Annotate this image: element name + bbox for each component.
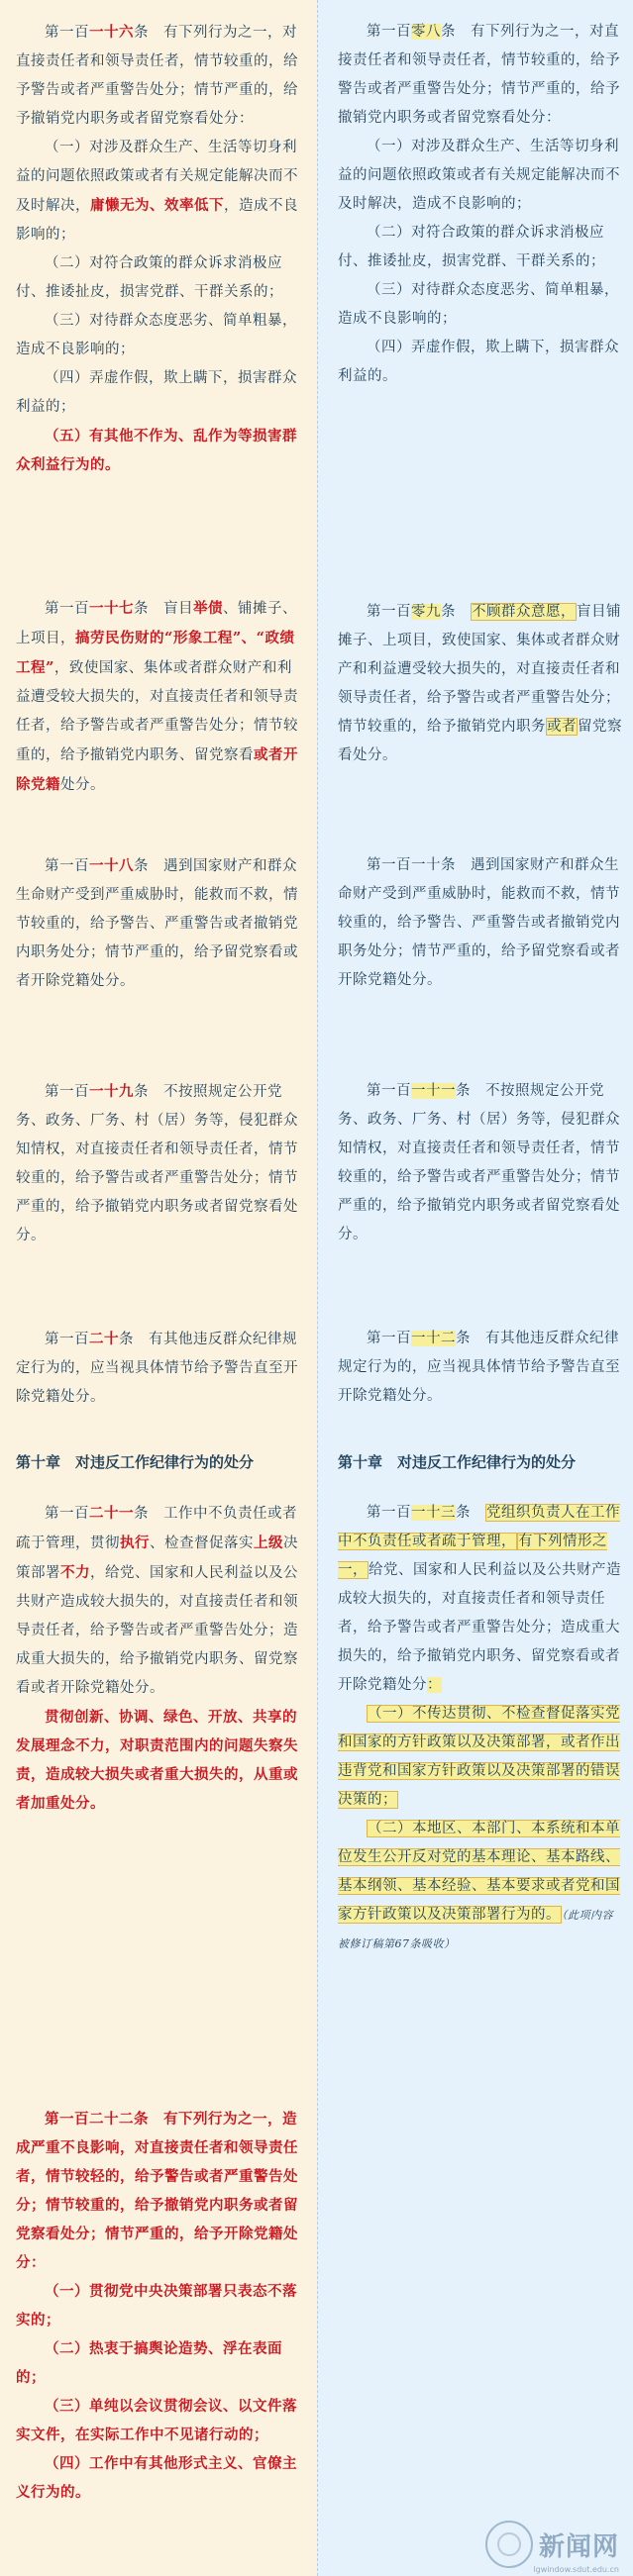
site-name: 新闻网 (538, 2531, 619, 2562)
article-116-item-5: （五）有其他不作为、乱作为等损害群众利益行为的。 (16, 428, 297, 473)
article-113-item-2: （二）本地区、本部门、本系统和本单位发生公开反对党的基本理论、基本路线、基本纲领、基本经验、基本要求或者党和国家方针政策以及决策部署行为的。（此项内容被修订稿第67条吸收） (338, 1821, 620, 1950)
revision-note: （此项内容被修订稿第67条吸收） (338, 1909, 613, 1950)
article-108-item-2: （二）对符合政策的群众诉求消极应付、推诿扯皮，损害党群、干群关系的； (338, 225, 605, 269)
article-110 (338, 851, 622, 995)
article-116-intro: 第一百一十六条 有下列行为之一，对直接责任者和领导责任者，情节较重的，给予警告或者严重警告处分；情节严重的，给予撤销党内职务或者留党察看处分： (16, 24, 298, 127)
site-url: lgwindow.sdut.edu.cn (533, 2565, 619, 2574)
article-118 (16, 851, 305, 996)
article-116-item-3: （三）对待群众态度恶劣、简单粗暴，造成不良影响的； (16, 313, 297, 357)
article-119 (16, 1077, 305, 1250)
article-120 (16, 1325, 305, 1412)
article-117 (16, 594, 305, 800)
article-122-item-4: （四）工作中有其他形式主义、官僚主义行为的。 (16, 2455, 297, 2501)
article-112 (338, 1325, 622, 1411)
article-122-item-1: （一）贯彻党中央决策部署只表态不落实的； (16, 2283, 297, 2328)
article-111-text: 第一百一十一条 不按照规定公开党务、政务、厂务、村（居）务等，侵犯群众知情权，对直接责任者和领导责任者，情节较重的，给予警告或者严重警告处分；情节严重的，给予撤销党内职务或者留党察看处分。 (338, 1083, 620, 1242)
article-122 (16, 2105, 305, 2507)
article-116-item-1: （一）对涉及群众生产、生活等切身利益的问题依照政策或者有关规定能解决而不及时解决，庸懒无为、效率低下，造成不良影响的； (16, 140, 298, 243)
article-109 (338, 598, 622, 770)
site-watermark (485, 2521, 619, 2568)
article-108-item-1: （一）对涉及群众生产、生活等切身利益的问题依照政策或者有关规定能解决而不及时解决，造成不良影响的； (338, 139, 620, 212)
article-116-item-2: （二）对符合政策的群众诉求消极应付、推诿扯皮，损害党群、干群关系的； (16, 255, 283, 300)
article-109-text: 第一百零九条 不顾群众意愿，盲目铺摊子、上项目，致使国家、集体或者群众财产和利益遭受较大损失的，对直接责任者和领导责任者，给予警告或者严重警告处分；情节较重的，给予撤销党内职务或者留党察看处分。 (338, 604, 622, 763)
article-108 (338, 18, 622, 391)
article-117-text: 第一百一十七条 盲目举债、铺摊子、上项目，搞劳民伤财的“形象工程”、“政绩工程”，致使国家、集体或者群众财产和利益遭受较大损失的，对直接责任者和领导责任者，给予警告或者严重警告处分；情节较重的，给予撤销党内职务、留党察看或者开除党籍处分。 (16, 600, 298, 793)
article-110-text: 第一百一十条 遇到国家财产和群众生命财产受到严重威胁时，能救而不救，情节较重的，给予警告、严重警告或者撤销党内职务处分；情节严重的，给予留党察看或者开除党籍处分。 (338, 857, 620, 988)
chapter-10-heading: 第十章 对违反工作纪律行为的处分 (16, 1453, 255, 1471)
article-118-text: 第一百一十八条 遇到国家财产和群众生命财产受到严重威胁时，能救而不救，情节较重的，给予警告、严重警告或者撤销党内职务处分；情节严重的，给予留党察看或者开除党籍处分。 (16, 857, 298, 989)
chapter-10-heading: 第十章 对违反工作纪律行为的处分 (338, 1453, 577, 1471)
article-108-intro: 第一百零八条 有下列行为之一，对直接责任者和领导责任者，情节较重的，给予警告或者严重警告处分；情节严重的，给予撤销党内职务或者留党察看处分： (338, 24, 620, 126)
article-116 (16, 18, 305, 479)
article-122-item-3: （三）单纯以会议贯彻会议、以文件落实文件，在实际工作中不见诸行动的； (16, 2398, 297, 2443)
article-119-text: 第一百一十九条 不按照规定公开党务、政务、厂务、村（居）务等，侵犯群众知情权，对直接责任者和领导责任者，情节较重的，给予警告或者严重警告处分；情节严重的，给予撤销党内职务或者留党察看处分。 (16, 1083, 298, 1243)
article-113-item-1: （一）不传达贯彻、不检查督促落实党和国家的方针政策以及决策部署，或者作出违背党和国家方针政策以及决策部署的错误决策的； (338, 1706, 620, 1808)
article-121 (16, 1499, 305, 1818)
article-108-item-3: （三）对待群众态度恶劣、简单粗暴，造成不良影响的； (338, 282, 619, 327)
article-120-text: 第一百二十条 有其他违反群众纪律规定行为的，应当视具体情节给予警告直至开除党籍处分。 (16, 1331, 298, 1405)
right-column-2015-version (317, 0, 633, 2576)
article-112-text: 第一百一十二条 有其他违反群众纪律规定行为的，应当视具体情节给予警告直至开除党籍处分。 (338, 1331, 620, 1404)
article-122-lead: 第一百二十二条 有下列行为之一，造成严重不良影响，对直接责任者和领导责任者，情节较轻的，给予警告或者严重警告处分；情节较重的，给予撤销党内职务或者留党察看处分；情节严重的，给予开除党籍处分： (16, 2111, 298, 2271)
article-113-text: 第一百一十三条 党组织负责人在工作中不负责任或者疏于管理， 有下列情形之一，给党、国家和人民利益以及公共财产造成较大损失的，对直接责任者和领导责任者，给予警告或者严重警告处分；造成重大损失的，给予撤销党内职务、留党察看或者开除党籍处分： (338, 1505, 621, 1693)
university-seal-icon (485, 2521, 533, 2568)
article-113 (338, 1499, 622, 1958)
article-122-item-2: （二）热衷于搞舆论造势、浮在表面的； (16, 2340, 282, 2386)
article-121-text: 第一百二十一条 工作中不负责任或者疏于管理，贯彻执行、检查督促落实上级决策部署不力，给党、国家和人民利益以及公共财产造成较大损失的，对直接责任者和领导责任者，给予警告或者严重警告处分；造成重大损失的，给予撤销党内职务、留党察看或者开除党籍处分。 (16, 1505, 298, 1696)
article-108-item-4: （四）弄虚作假，欺上瞒下，损害群众利益的。 (338, 340, 619, 384)
article-116-item-4: （四）弄虚作假，欺上瞒下，损害群众利益的； (16, 370, 297, 415)
article-121-added-para: 贯彻创新、协调、绿色、开放、共享的发展理念不力，对职责范围内的问题失察失责，造成较大损失或者重大损失的，从重或者加重处分。 (16, 1709, 298, 1812)
article-111 (338, 1077, 622, 1249)
